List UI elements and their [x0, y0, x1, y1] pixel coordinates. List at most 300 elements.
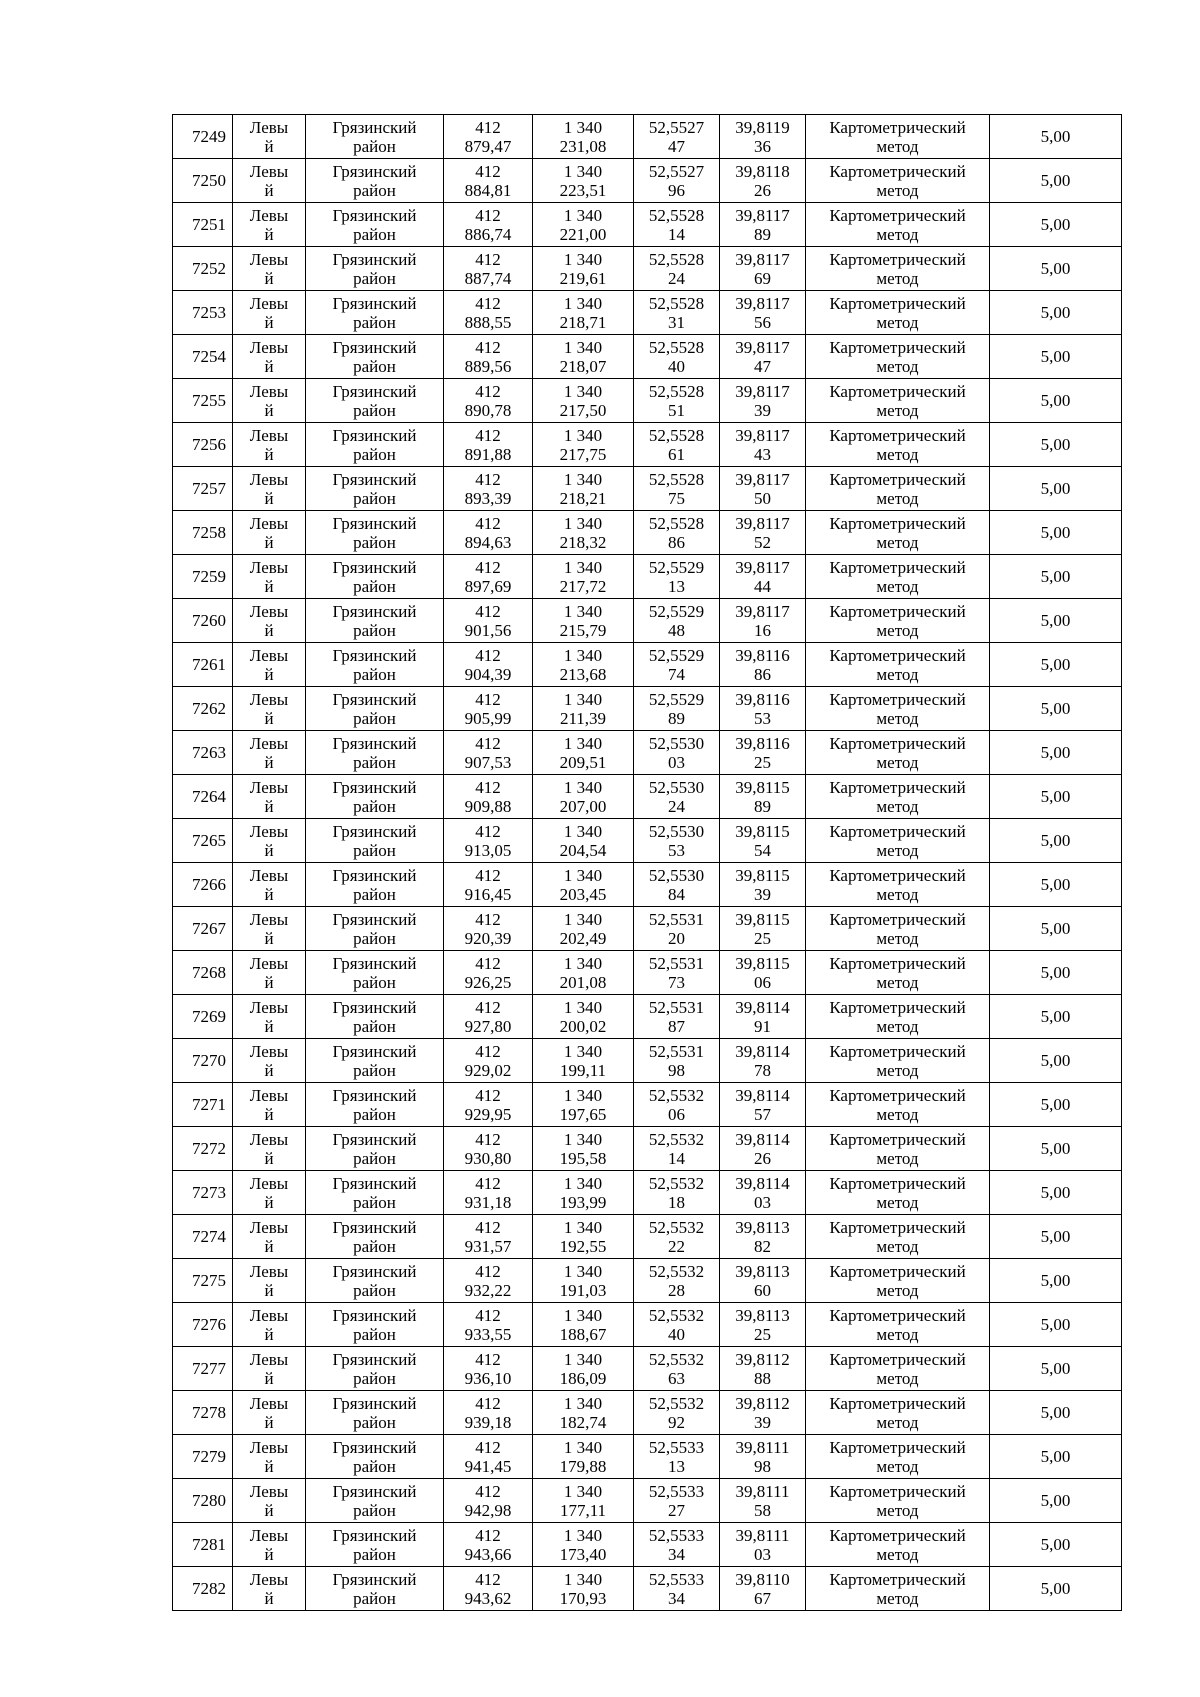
table-row — [173, 951, 1122, 995]
side-cell — [233, 1039, 306, 1083]
x-coordinate-cell — [444, 1435, 533, 1479]
side-cell-line-2: й — [264, 1060, 274, 1080]
point-number-cell: 7257 — [173, 467, 233, 511]
y-coordinate-cell-line-2: 204,54 — [559, 840, 607, 860]
side-cell — [233, 731, 306, 775]
accuracy-value-cell: 5,00 — [990, 643, 1122, 687]
district-cell-line-1: Грязинский — [332, 249, 417, 269]
y-coordinate-cell-line-1: 1 340 — [563, 1261, 603, 1281]
side-cell-line-1: Левы — [249, 1305, 289, 1325]
side-cell-line-1: Левы — [249, 997, 289, 1017]
latitude-cell-line-1: 52,5532 — [648, 1217, 705, 1237]
method-cell-line-2: метод — [876, 708, 919, 728]
method-cell-line-2: метод — [876, 444, 919, 464]
district-cell — [306, 203, 444, 247]
x-coordinate-cell-line-1: 412 — [475, 1041, 501, 1061]
method-cell — [806, 1171, 990, 1215]
accuracy-value-cell: 5,00 — [990, 687, 1122, 731]
method-cell — [806, 907, 990, 951]
district-cell-line-1: Грязинский — [332, 1525, 417, 1545]
x-coordinate-cell-line-1: 412 — [475, 117, 501, 137]
longitude-cell-line-2: 26 — [754, 180, 771, 200]
y-coordinate-cell — [533, 1259, 634, 1303]
x-coordinate-cell-line-1: 412 — [475, 997, 501, 1017]
district-cell — [306, 511, 444, 555]
longitude-cell-line-1: 39,8118 — [735, 161, 790, 181]
side-cell — [233, 995, 306, 1039]
table-row — [173, 1479, 1122, 1523]
x-coordinate-cell-line-1: 412 — [475, 865, 501, 885]
district-cell — [306, 291, 444, 335]
longitude-cell — [720, 467, 806, 511]
x-coordinate-cell-line-1: 412 — [475, 953, 501, 973]
side-cell — [233, 1083, 306, 1127]
method-cell — [806, 379, 990, 423]
longitude-cell — [720, 1083, 806, 1127]
longitude-cell-line-1: 39,8117 — [735, 469, 790, 489]
latitude-cell-line-2: 61 — [668, 444, 685, 464]
longitude-cell-line-1: 39,8114 — [735, 1129, 790, 1149]
side-cell-line-1: Левы — [249, 249, 289, 269]
latitude-cell-line-2: 13 — [668, 576, 685, 596]
point-number-cell: 7278 — [173, 1391, 233, 1435]
side-cell-line-1: Левы — [249, 1569, 289, 1589]
longitude-cell-line-1: 39,8112 — [735, 1349, 790, 1369]
y-coordinate-cell-line-1: 1 340 — [563, 1349, 603, 1369]
side-cell-line-2: й — [264, 1588, 274, 1608]
method-cell-line-1: Картометрический — [829, 1525, 966, 1545]
method-cell-line-2: метод — [876, 972, 919, 992]
side-cell-line-1: Левы — [249, 821, 289, 841]
point-number-cell: 7249 — [173, 115, 233, 159]
latitude-cell-line-1: 52,5532 — [648, 1085, 705, 1105]
y-coordinate-cell-line-2: 219,61 — [559, 268, 607, 288]
side-cell-line-2: й — [264, 1544, 274, 1564]
method-cell-line-2: метод — [876, 224, 919, 244]
district-cell — [306, 423, 444, 467]
x-coordinate-cell-line-2: 927,80 — [464, 1016, 512, 1036]
longitude-cell — [720, 1347, 806, 1391]
y-coordinate-cell-line-2: 215,79 — [559, 620, 607, 640]
side-cell-line-2: й — [264, 1016, 274, 1036]
point-number-cell: 7277 — [173, 1347, 233, 1391]
side-cell-line-1: Левы — [249, 205, 289, 225]
x-coordinate-cell-line-1: 412 — [475, 777, 501, 797]
longitude-cell — [720, 1391, 806, 1435]
y-coordinate-cell-line-1: 1 340 — [563, 689, 603, 709]
latitude-cell-line-1: 52,5531 — [648, 953, 705, 973]
y-coordinate-cell-line-2: 170,93 — [559, 1588, 607, 1608]
side-cell-line-2: й — [264, 1236, 274, 1256]
method-cell-line-2: метод — [876, 840, 919, 860]
longitude-cell — [720, 511, 806, 555]
side-cell-line-2: й — [264, 1368, 274, 1388]
x-coordinate-cell — [444, 423, 533, 467]
side-cell-line-2: й — [264, 180, 274, 200]
side-cell — [233, 159, 306, 203]
longitude-cell — [720, 643, 806, 687]
longitude-cell — [720, 247, 806, 291]
y-coordinate-cell-line-1: 1 340 — [563, 425, 603, 445]
side-cell-line-1: Левы — [249, 1261, 289, 1281]
method-cell-line-1: Картометрический — [829, 1261, 966, 1281]
x-coordinate-cell-line-1: 412 — [475, 1085, 501, 1105]
longitude-cell — [720, 423, 806, 467]
district-cell-line-1: Грязинский — [332, 513, 417, 533]
x-coordinate-cell-line-1: 412 — [475, 1129, 501, 1149]
y-coordinate-cell — [533, 907, 634, 951]
y-coordinate-cell — [533, 951, 634, 995]
y-coordinate-cell-line-2: 213,68 — [559, 664, 607, 684]
side-cell-line-1: Левы — [249, 777, 289, 797]
latitude-cell-line-2: 87 — [668, 1016, 685, 1036]
y-coordinate-cell — [533, 687, 634, 731]
method-cell-line-2: метод — [876, 1588, 919, 1608]
longitude-cell-line-2: 58 — [754, 1500, 771, 1520]
table-row — [173, 115, 1122, 159]
y-coordinate-cell-line-2: 217,50 — [559, 400, 607, 420]
x-coordinate-cell-line-2: 942,98 — [464, 1500, 512, 1520]
x-coordinate-cell-line-2: 891,88 — [464, 444, 512, 464]
accuracy-value-cell: 5,00 — [990, 423, 1122, 467]
method-cell-line-2: метод — [876, 664, 919, 684]
side-cell — [233, 1215, 306, 1259]
side-cell-line-2: й — [264, 400, 274, 420]
side-cell-line-1: Левы — [249, 1437, 289, 1457]
x-coordinate-cell-line-1: 412 — [475, 1525, 501, 1545]
latitude-cell-line-1: 52,5529 — [648, 689, 705, 709]
point-number-cell: 7253 — [173, 291, 233, 335]
longitude-cell — [720, 1127, 806, 1171]
table-row — [173, 643, 1122, 687]
district-cell-line-2: район — [353, 928, 396, 948]
side-cell — [233, 863, 306, 907]
method-cell — [806, 159, 990, 203]
longitude-cell-line-2: 53 — [754, 708, 771, 728]
district-cell-line-2: район — [353, 1016, 396, 1036]
district-cell-line-1: Грязинский — [332, 1085, 417, 1105]
method-cell — [806, 291, 990, 335]
point-number-cell: 7281 — [173, 1523, 233, 1567]
district-cell-line-1: Грязинский — [332, 997, 417, 1017]
x-coordinate-cell-line-1: 412 — [475, 425, 501, 445]
accuracy-value-cell: 5,00 — [990, 599, 1122, 643]
longitude-cell — [720, 1479, 806, 1523]
x-coordinate-cell — [444, 291, 533, 335]
point-number-cell: 7276 — [173, 1303, 233, 1347]
x-coordinate-cell-line-1: 412 — [475, 1437, 501, 1457]
y-coordinate-cell-line-1: 1 340 — [563, 1525, 603, 1545]
point-number-cell: 7264 — [173, 775, 233, 819]
side-cell-line-1: Левы — [249, 1129, 289, 1149]
latitude-cell-line-1: 52,5528 — [648, 337, 705, 357]
latitude-cell-line-2: 51 — [668, 400, 685, 420]
method-cell-line-2: метод — [876, 1500, 919, 1520]
method-cell — [806, 511, 990, 555]
method-cell-line-2: метод — [876, 136, 919, 156]
longitude-cell — [720, 1215, 806, 1259]
district-cell-line-2: район — [353, 1324, 396, 1344]
method-cell-line-1: Картометрический — [829, 117, 966, 137]
y-coordinate-cell-line-2: 193,99 — [559, 1192, 607, 1212]
side-cell — [233, 1523, 306, 1567]
method-cell-line-1: Картометрический — [829, 865, 966, 885]
y-coordinate-cell — [533, 1039, 634, 1083]
latitude-cell-line-1: 52,5527 — [648, 117, 705, 137]
longitude-cell — [720, 115, 806, 159]
y-coordinate-cell-line-1: 1 340 — [563, 1305, 603, 1325]
y-coordinate-cell-line-2: 202,49 — [559, 928, 607, 948]
latitude-cell-line-2: 03 — [668, 752, 685, 772]
method-cell-line-2: метод — [876, 488, 919, 508]
district-cell — [306, 335, 444, 379]
district-cell-line-2: район — [353, 752, 396, 772]
accuracy-value-cell: 5,00 — [990, 1435, 1122, 1479]
side-cell-line-1: Левы — [249, 1481, 289, 1501]
x-coordinate-cell — [444, 1259, 533, 1303]
longitude-cell — [720, 907, 806, 951]
district-cell-line-1: Грязинский — [332, 953, 417, 973]
district-cell-line-1: Грязинский — [332, 645, 417, 665]
method-cell-line-1: Картометрический — [829, 953, 966, 973]
method-cell — [806, 775, 990, 819]
latitude-cell-line-1: 52,5528 — [648, 249, 705, 269]
table-row — [173, 247, 1122, 291]
district-cell-line-1: Грязинский — [332, 337, 417, 357]
district-cell-line-2: район — [353, 1368, 396, 1388]
method-cell — [806, 203, 990, 247]
latitude-cell-line-2: 18 — [668, 1192, 685, 1212]
longitude-cell — [720, 1435, 806, 1479]
district-cell — [306, 643, 444, 687]
method-cell-line-1: Картометрический — [829, 381, 966, 401]
latitude-cell-line-1: 52,5528 — [648, 425, 705, 445]
y-coordinate-cell-line-1: 1 340 — [563, 337, 603, 357]
method-cell — [806, 1303, 990, 1347]
y-coordinate-cell-line-2: 195,58 — [559, 1148, 607, 1168]
accuracy-value-cell: 5,00 — [990, 1039, 1122, 1083]
method-cell — [806, 1083, 990, 1127]
accuracy-value-cell: 5,00 — [990, 907, 1122, 951]
latitude-cell — [634, 159, 720, 203]
latitude-cell — [634, 1523, 720, 1567]
longitude-cell-line-1: 39,8119 — [735, 117, 790, 137]
longitude-cell-line-1: 39,8114 — [735, 1173, 790, 1193]
side-cell — [233, 687, 306, 731]
y-coordinate-cell — [533, 1435, 634, 1479]
side-cell — [233, 467, 306, 511]
longitude-cell-line-2: 98 — [754, 1456, 771, 1476]
y-coordinate-cell — [533, 643, 634, 687]
side-cell — [233, 1127, 306, 1171]
method-cell — [806, 1523, 990, 1567]
side-cell — [233, 819, 306, 863]
latitude-cell — [634, 1567, 720, 1611]
method-cell-line-1: Картометрический — [829, 1217, 966, 1237]
district-cell-line-2: район — [353, 708, 396, 728]
method-cell — [806, 951, 990, 995]
method-cell — [806, 1435, 990, 1479]
method-cell-line-2: метод — [876, 180, 919, 200]
side-cell-line-2: й — [264, 1412, 274, 1432]
point-number-cell: 7282 — [173, 1567, 233, 1611]
district-cell-line-1: Грязинский — [332, 865, 417, 885]
y-coordinate-cell-line-2: 231,08 — [559, 136, 607, 156]
x-coordinate-cell-line-2: 930,80 — [464, 1148, 512, 1168]
table-row — [173, 379, 1122, 423]
longitude-cell-line-1: 39,8110 — [735, 1569, 790, 1589]
x-coordinate-cell-line-1: 412 — [475, 1217, 501, 1237]
point-number-cell: 7255 — [173, 379, 233, 423]
latitude-cell-line-1: 52,5529 — [648, 601, 705, 621]
method-cell-line-2: метод — [876, 796, 919, 816]
latitude-cell — [634, 115, 720, 159]
coordinates-table — [172, 114, 1122, 1611]
method-cell-line-1: Картометрический — [829, 645, 966, 665]
method-cell-line-2: метод — [876, 576, 919, 596]
y-coordinate-cell-line-2: 218,32 — [559, 532, 607, 552]
latitude-cell-line-2: 84 — [668, 884, 685, 904]
x-coordinate-cell-line-2: 926,25 — [464, 972, 512, 992]
side-cell — [233, 1259, 306, 1303]
table-row — [173, 819, 1122, 863]
table-row — [173, 863, 1122, 907]
method-cell-line-1: Картометрический — [829, 1129, 966, 1149]
method-cell — [806, 1347, 990, 1391]
longitude-cell-line-2: 03 — [754, 1544, 771, 1564]
district-cell-line-1: Грязинский — [332, 161, 417, 181]
latitude-cell — [634, 1215, 720, 1259]
district-cell — [306, 1083, 444, 1127]
district-cell-line-2: район — [353, 1412, 396, 1432]
side-cell-line-2: й — [264, 752, 274, 772]
district-cell-line-2: район — [353, 1104, 396, 1124]
latitude-cell-line-2: 86 — [668, 532, 685, 552]
method-cell-line-2: метод — [876, 620, 919, 640]
accuracy-value-cell: 5,00 — [990, 951, 1122, 995]
latitude-cell-line-1: 52,5530 — [648, 777, 705, 797]
longitude-cell-line-2: 47 — [754, 356, 771, 376]
side-cell-line-2: й — [264, 576, 274, 596]
x-coordinate-cell — [444, 775, 533, 819]
y-coordinate-cell-line-2: 203,45 — [559, 884, 607, 904]
longitude-cell-line-2: 39 — [754, 884, 771, 904]
x-coordinate-cell-line-1: 412 — [475, 733, 501, 753]
method-cell-line-1: Картометрический — [829, 1305, 966, 1325]
y-coordinate-cell-line-1: 1 340 — [563, 865, 603, 885]
latitude-cell-line-2: 74 — [668, 664, 685, 684]
y-coordinate-cell-line-2: 188,67 — [559, 1324, 607, 1344]
x-coordinate-cell-line-1: 412 — [475, 1349, 501, 1369]
side-cell-line-2: й — [264, 1456, 274, 1476]
district-cell-line-2: район — [353, 1456, 396, 1476]
x-coordinate-cell-line-2: 893,39 — [464, 488, 512, 508]
longitude-cell-line-1: 39,8115 — [735, 953, 790, 973]
district-cell-line-1: Грязинский — [332, 293, 417, 313]
table-row — [173, 1259, 1122, 1303]
side-cell-line-1: Левы — [249, 1349, 289, 1369]
table-row — [173, 1347, 1122, 1391]
y-coordinate-cell-line-2: 200,02 — [559, 1016, 607, 1036]
x-coordinate-cell-line-2: 920,39 — [464, 928, 512, 948]
method-cell-line-2: метод — [876, 1412, 919, 1432]
method-cell-line-2: метод — [876, 1368, 919, 1388]
x-coordinate-cell-line-1: 412 — [475, 381, 501, 401]
y-coordinate-cell-line-1: 1 340 — [563, 821, 603, 841]
accuracy-value-cell: 5,00 — [990, 511, 1122, 555]
y-coordinate-cell-line-2: 173,40 — [559, 1544, 607, 1564]
district-cell — [306, 1435, 444, 1479]
side-cell-line-1: Левы — [249, 1173, 289, 1193]
y-coordinate-cell-line-1: 1 340 — [563, 293, 603, 313]
latitude-cell-line-1: 52,5529 — [648, 557, 705, 577]
district-cell — [306, 1171, 444, 1215]
method-cell-line-1: Картометрический — [829, 1173, 966, 1193]
point-number-cell: 7265 — [173, 819, 233, 863]
side-cell — [233, 643, 306, 687]
district-cell — [306, 247, 444, 291]
accuracy-value-cell: 5,00 — [990, 467, 1122, 511]
method-cell — [806, 335, 990, 379]
table-row — [173, 335, 1122, 379]
x-coordinate-cell-line-1: 412 — [475, 1569, 501, 1589]
side-cell — [233, 1391, 306, 1435]
accuracy-value-cell: 5,00 — [990, 335, 1122, 379]
latitude-cell — [634, 1083, 720, 1127]
latitude-cell — [634, 203, 720, 247]
latitude-cell-line-2: 48 — [668, 620, 685, 640]
point-number-cell: 7258 — [173, 511, 233, 555]
latitude-cell — [634, 335, 720, 379]
side-cell-line-1: Левы — [249, 1085, 289, 1105]
method-cell-line-2: метод — [876, 532, 919, 552]
y-coordinate-cell — [533, 423, 634, 467]
longitude-cell-line-1: 39,8114 — [735, 997, 790, 1017]
side-cell-line-1: Левы — [249, 557, 289, 577]
district-cell-line-2: район — [353, 356, 396, 376]
side-cell-line-2: й — [264, 312, 274, 332]
accuracy-value-cell: 5,00 — [990, 863, 1122, 907]
x-coordinate-cell-line-2: 943,62 — [464, 1588, 512, 1608]
longitude-cell — [720, 1171, 806, 1215]
y-coordinate-cell-line-2: 217,72 — [559, 576, 607, 596]
x-coordinate-cell-line-2: 939,18 — [464, 1412, 512, 1432]
district-cell — [306, 1479, 444, 1523]
x-coordinate-cell-line-1: 412 — [475, 469, 501, 489]
latitude-cell-line-1: 52,5533 — [648, 1481, 705, 1501]
side-cell-line-1: Левы — [249, 337, 289, 357]
y-coordinate-cell-line-1: 1 340 — [563, 1173, 603, 1193]
y-coordinate-cell — [533, 203, 634, 247]
longitude-cell-line-2: 39 — [754, 400, 771, 420]
x-coordinate-cell-line-2: 916,45 — [464, 884, 512, 904]
side-cell-line-1: Левы — [249, 293, 289, 313]
point-number-cell: 7272 — [173, 1127, 233, 1171]
method-cell-line-2: метод — [876, 1456, 919, 1476]
y-coordinate-cell — [533, 467, 634, 511]
x-coordinate-cell-line-2: 933,55 — [464, 1324, 512, 1344]
district-cell-line-1: Грязинский — [332, 1041, 417, 1061]
longitude-cell — [720, 291, 806, 335]
longitude-cell-line-1: 39,8113 — [735, 1217, 790, 1237]
latitude-cell — [634, 1347, 720, 1391]
latitude-cell-line-2: 98 — [668, 1060, 685, 1080]
district-cell-line-1: Грязинский — [332, 1173, 417, 1193]
longitude-cell-line-2: 25 — [754, 928, 771, 948]
x-coordinate-cell-line-2: 943,66 — [464, 1544, 512, 1564]
latitude-cell — [634, 951, 720, 995]
point-number-cell: 7256 — [173, 423, 233, 467]
